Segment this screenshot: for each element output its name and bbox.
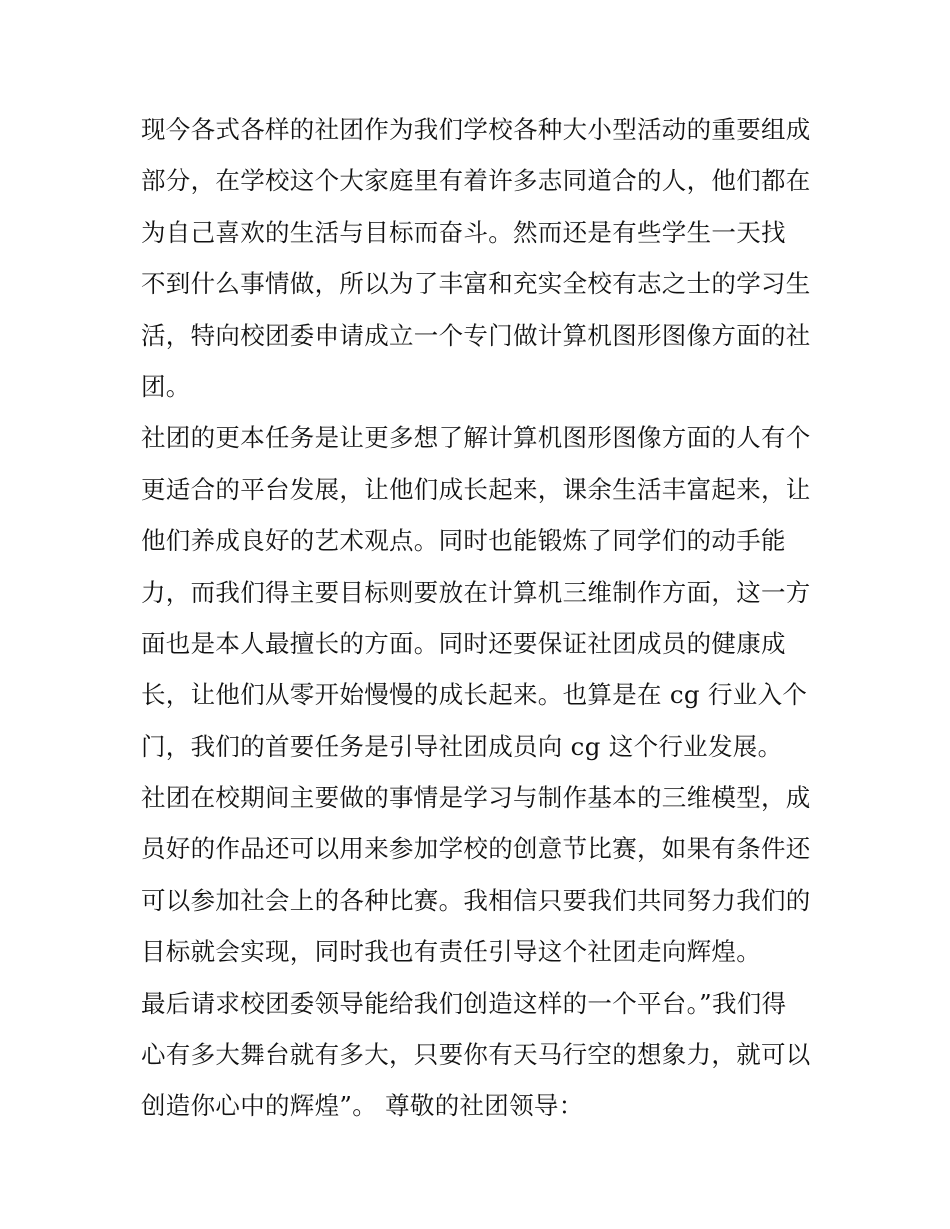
body-text <box>141 104 816 1132</box>
text-line: 活，特向校团委申请成立一个专门做计算机图形图像方面的社 <box>141 320 811 350</box>
text-line: 社团在校期间主要做的事情是学习与制作基本的三维模型，成 <box>141 783 811 813</box>
text-line: 力，而我们得主要目标则要放在计算机三维制作方面，这一方 <box>141 577 811 607</box>
text-line: 长，让他们从零开始慢慢的成长起来。也算是在 cg 行业入个 <box>141 680 808 710</box>
text-line: 现今各式各样的社团作为我们学校各种大小型活动的重要组成 <box>141 115 811 144</box>
text-line: 最后请求校团委领导能给我们创造这样的一个平台。”我们得 <box>141 988 787 1018</box>
text-line: 社团的更本任务是让更多想了解计算机图形图像方面的人有个 <box>141 423 811 453</box>
text-line: 目标就会实现，同时我也有责任引导这个社团走向辉煌。 <box>141 937 761 967</box>
text-line: 员好的作品还可以用来参加学校的创意节比赛，如果有条件还 <box>141 834 811 864</box>
text-line: 他们养成良好的艺术观点。同时也能锻炼了同学们的动手能 <box>141 526 786 556</box>
text-line: 面也是本人最擅长的方面。同时还要保证社团成员的健康成 <box>141 628 786 658</box>
text-line: 为自己喜欢的生活与目标而奋斗。然而还是有些学生一天找 <box>141 217 786 247</box>
text-line: 团。 <box>141 371 191 401</box>
text-line: 创造你心中的辉煌”。 尊敬的社团领导： <box>141 1091 584 1121</box>
text-line: 门，我们的首要任务是引导社团成员向 cg 这个行业发展。 <box>141 731 783 761</box>
text-line: 更适合的平台发展，让他们成长起来，课余生活丰富起来，让 <box>141 474 811 504</box>
text-line: 心有多大舞台就有多大，只要你有天马行空的想象力，就可以 <box>141 1040 811 1070</box>
text-line: 部分，在学校这个大家庭里有着许多志同道合的人，他们都在 <box>141 166 811 196</box>
text-line: 可以参加社会上的各种比赛。我相信只要我们共同努力我们的 <box>141 885 811 915</box>
text-line: 不到什么事情做，所以为了丰富和充实全校有志之士的学习生 <box>141 269 811 299</box>
